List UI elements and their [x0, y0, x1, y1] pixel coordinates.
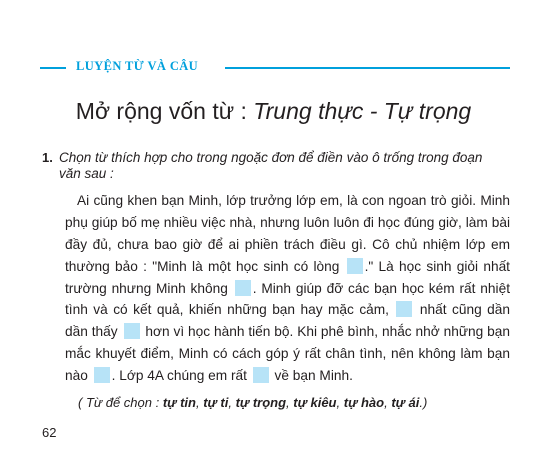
- passage-segment: nào: [65, 368, 92, 384]
- passage-line: [65, 190, 510, 212]
- lesson-title: [0, 98, 547, 125]
- passage-segment: . Lớp 4A chúng em rất: [111, 368, 251, 384]
- passage-segment: hơn vì học hành tiến bộ. Khi phê bình, nhắc nhở những bạn: [141, 324, 510, 340]
- hint-prefix: ( Từ để chọn :: [78, 395, 163, 410]
- passage-line: [65, 234, 510, 256]
- passage-line: [65, 343, 510, 365]
- hint-separator: ,: [384, 395, 392, 410]
- hint-word: tự ái: [391, 395, 420, 410]
- exercise-1: [42, 150, 512, 182]
- passage-line: [65, 256, 510, 278]
- section-header: [40, 58, 510, 78]
- passage-segment: phụ giúp bố mẹ nhiều việc nhà, nhưng luôn luôn đi học đúng giờ, làm bài: [65, 214, 510, 230]
- exercise-number: 1.: [42, 150, 53, 165]
- passage-line: [65, 365, 510, 387]
- lesson-title-prefix: Mở rộng vốn từ :: [75, 98, 254, 124]
- passage-segment: mắc khuyết điểm, Minh có cách góp ý rất chân tình, nên không làm bạn: [65, 346, 510, 362]
- passage-segment: thường bảo : "Minh là một học sinh có lòng: [65, 258, 345, 274]
- page-number: 62: [42, 425, 57, 440]
- lesson-title-topic: Trung thực - Tự trọng: [253, 98, 472, 124]
- blank-box-4[interactable]: [124, 323, 140, 339]
- blank-box-2[interactable]: [235, 280, 251, 296]
- blank-box-5[interactable]: [94, 367, 110, 383]
- passage-segment: ." Là học sinh giỏi nhất: [364, 258, 510, 274]
- passage-line: [65, 299, 510, 321]
- header-rule-left: [40, 67, 66, 69]
- passage-text: [65, 190, 510, 387]
- passage-line: [65, 212, 510, 234]
- passage-segment: Ai cũng khen bạn Minh, lớp trưởng lớp em, là con ngoan trò giỏi. Minh: [77, 193, 510, 208]
- hint-word: tự ti: [203, 395, 229, 410]
- header-rule-right: [225, 67, 510, 69]
- passage-line: [65, 278, 510, 300]
- blank-box-6[interactable]: [253, 367, 269, 383]
- blank-box-1[interactable]: [347, 258, 363, 274]
- passage-line: [65, 321, 510, 343]
- hint-word: tự hào: [343, 395, 385, 410]
- passage-segment: về bạn Minh.: [270, 368, 353, 384]
- hint-word: tự tin: [162, 395, 196, 410]
- passage-segment: trường nhưng Minh không: [65, 280, 233, 296]
- passage-segment: dần thấy: [65, 324, 122, 340]
- hint-suffix: .): [419, 395, 428, 410]
- word-choices: [78, 395, 427, 410]
- hint-separator: ,: [286, 395, 294, 410]
- blank-box-3[interactable]: [396, 301, 412, 317]
- passage-segment: đầy đủ, chưa bao giờ để ai phiền trách điều gì. Cô chủ nhiệm lớp em: [65, 236, 510, 252]
- section-label: LUYỆN TỪ VÀ CÂU: [76, 59, 199, 73]
- passage-segment: tình và có kết quả, khiến những bạn hay mặc cảm,: [65, 302, 395, 318]
- hint-word: tự trọng: [235, 395, 287, 410]
- hint-separator: ,: [228, 395, 236, 410]
- hint-separator: ,: [336, 395, 344, 410]
- exercise-instruction: Chọn từ thích hợp cho trong ngoặc đơn để điền vào ô trống trong đoạn văn sau :: [59, 150, 483, 181]
- hint-separator: ,: [195, 395, 204, 410]
- passage-segment: nhất cũng dần: [414, 302, 510, 318]
- hint-word: tự kiêu: [293, 395, 337, 410]
- passage-segment: . Minh giúp đỡ các bạn học kém rất nhiệt: [252, 280, 510, 296]
